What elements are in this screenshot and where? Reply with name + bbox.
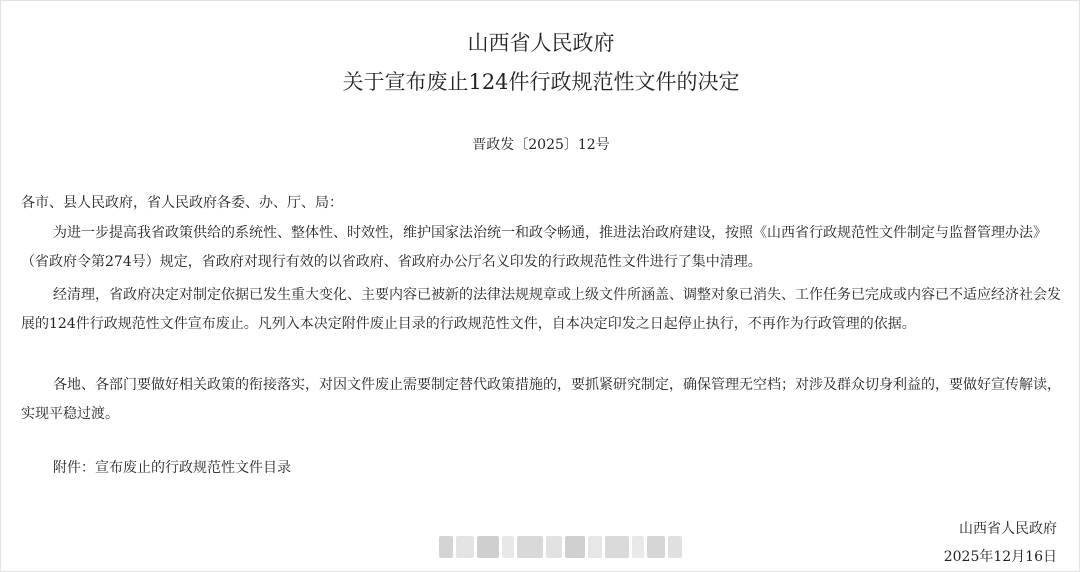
document-title-issuer: 山西省人民政府 [467,31,615,55]
paragraph-2: 经清理，省政府决定对制定依据已发生重大变化、主要内容已被新的法律法规规章或上级文件所涵盖、调整对象已消失、工作任务已完成或内容已不适应经济社会发展的124件行政规范性文件宣布废止。凡列入本决定附件废止目录的行政规范性文件，自本决定印发之日起停止执行，不再作为行政管理的依据。 [21,287,1061,332]
document-title: 关于宣布废止124件行政规范性文件的决定 [342,70,740,94]
paragraph-3: 各地、各部门要做好相关政策的衔接落实，对因文件废止需要制定替代政策措施的，要抓紧研究制定，确保管理无空档；对涉及群众切身利益的，要做好宣传解读，实现平稳过渡。 [21,377,1061,422]
document-number: 晋政发〔2025〕12号 [472,137,610,153]
blurred-watermark [439,536,682,558]
signature-organization: 山西省人民政府 [959,521,1057,537]
paragraph-1: 为进一步提高我省政策供给的系统性、整体性、时效性，维护国家法治统一和政令畅通，推进法治政府建设，按照《山西省行政规范性文件制定与监督管理办法》（省政府令第274号）规定，省政府对现行有效的以省政府、省政府办公厅名义印发的行政规范性文件进行了集中清理。 [21,225,1047,270]
salutation: 各市、县人民政府，省人民政府各委、办、厅、局： [21,195,343,211]
attachment-line: 附件：宣布废止的行政规范性文件目录 [53,460,291,476]
signature-date: 2025年12月16日 [943,549,1057,565]
